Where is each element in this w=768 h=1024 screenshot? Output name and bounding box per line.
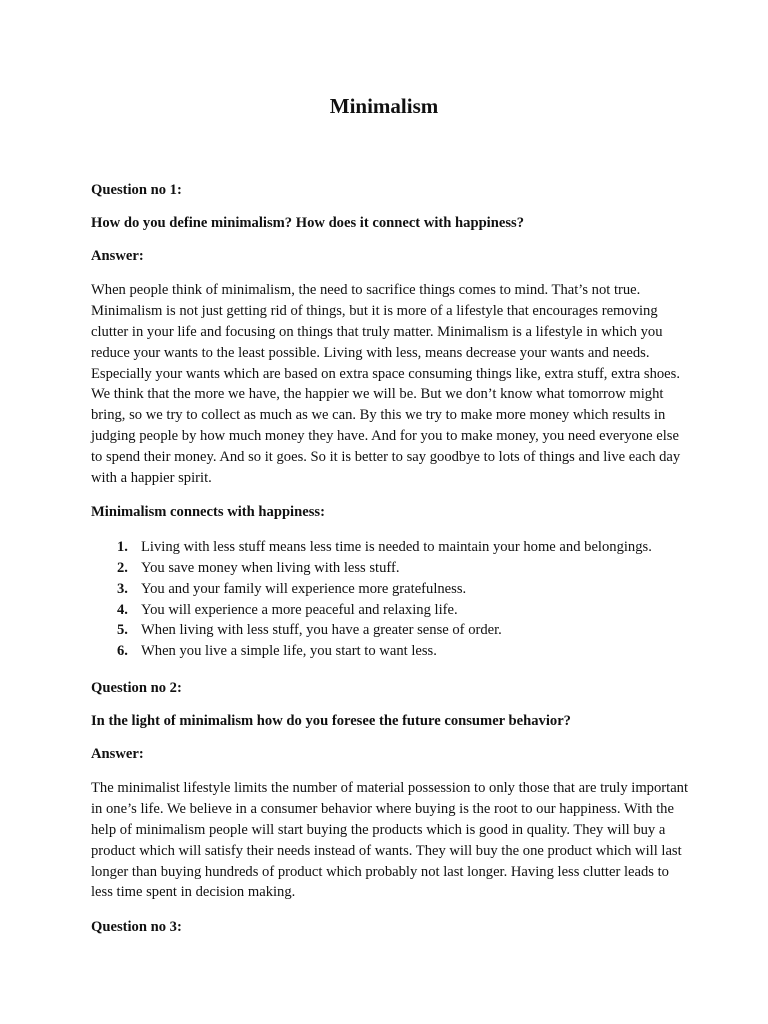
list-item-number: 3. [117,580,128,597]
question-1-label: Question no 1: [91,182,182,198]
list-item-number: 2. [117,559,128,576]
list-item [117,620,691,641]
answer-2-paragraph: The minimalist lifestyle limits the number of material possession to only those that are truly important in one’s life. We believe in a consumer behavior where buying is the root to our happiness. With the help of minimalism people will start buying the products which is good in quality. They will buy a product which will satisfy their needs instead of wants. They will buy the one product which will last longer than buying hundreds of product which probably not last longer. Having less clutter leads to less time spent in decision making. [91,780,689,901]
happiness-list [91,537,691,662]
list-item-text: When living with less stuff, you have a greater sense of order. [141,622,502,639]
question-1-text: How do you define minimalism? How does it connect with happiness? [91,214,524,231]
list-item-text: Living with less stuff means less time is needed to maintain your home and belongings. [141,539,652,556]
list-item-text: You and your family will experience more gratefulness. [141,580,467,597]
answer-1-paragraph: When people think of minimalism, the need to sacrifice things comes to mind. That’s not true. Minimalism is not just getting rid of things, but it is more of a lifestyle that encourages removing clutter in your life and focusing on things that truly matter. Minimalism is a lifestyle in which you reduce your wants to the least possible. Living with less, means decrease your wants and needs. Especially your wants which are based on extra space consuming things like, extra stuff, extra shoes. We think that the more we have, the happier we will be. But we don’t know what tomorrow might bring, so we try to collect as much as we can. By this we try to make more money which results in judging people by how much money they have. And for you to make money, you need everyone else to spend their money. And so it goes. So it is better to say goodbye to lots of things and live each day with a happier spirit. [91,282,681,486]
list-item-number: 1. [117,539,128,556]
list-item-text: You save money when living with less stuff. [141,559,400,576]
list-item-text: When you live a simple life, you start to want less. [141,643,437,660]
list-item-text: You will experience a more peaceful and relaxing life. [141,601,458,618]
question-3-label: Question no 3: [91,919,182,936]
question-2-text: In the light of minimalism how do you foresee the future consumer behavior? [91,712,571,729]
question-2-label: Question no 2: [91,679,182,696]
answer-2-label: Answer: [91,745,144,762]
list-item [117,641,691,662]
document-title: Minimalism [329,94,439,118]
list-item [117,600,691,621]
list-item-number: 6. [117,643,128,660]
list-item [117,558,691,579]
list-item [117,579,691,600]
list-item-number: 4. [117,601,128,618]
document-body [91,180,691,938]
happiness-subheading: Minimalism connects with happiness: [91,504,325,521]
list-item-number: 5. [117,622,128,639]
list-item [117,537,691,558]
answer-1-label: Answer: [91,247,144,264]
